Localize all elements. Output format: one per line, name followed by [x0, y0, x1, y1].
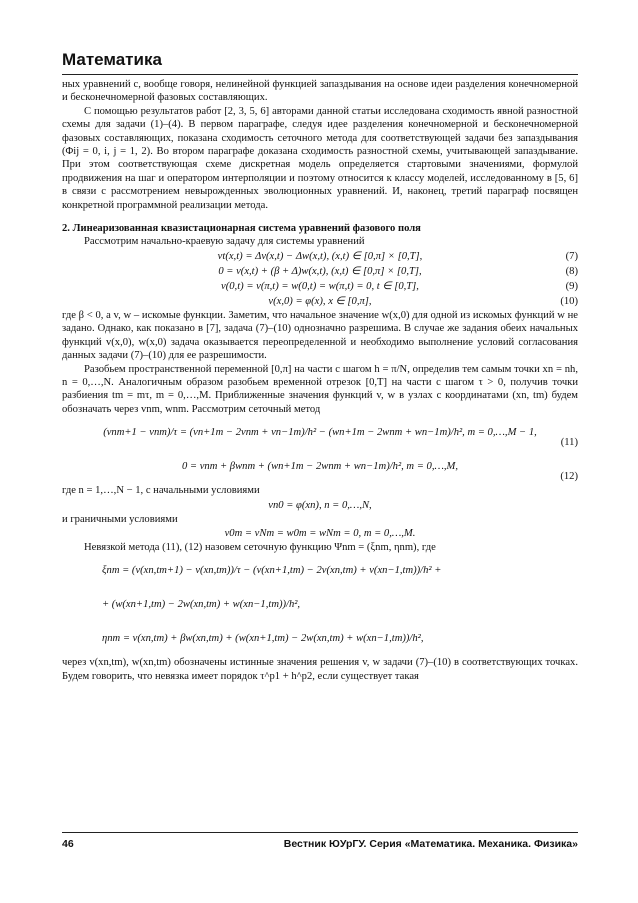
equation-text: vt(x,t) = Δv(x,t) − Δw(x,t), (x,t) ∈ [0,π] × [0,T],: [217, 250, 423, 262]
section-heading: 2. Линеаризованная квазистационарная система уравнений фазового поля: [62, 223, 421, 235]
equation-text: v(x,0) = φ(x), x ∈ [0,π],: [268, 295, 372, 307]
equation-xi-1: [62, 554, 578, 588]
equation-text: + (w(xn+1,tm) − 2w(xn,tm) + w(xn−1,tm))/h²,: [102, 599, 301, 611]
running-header: [62, 50, 578, 70]
footer-rule: [62, 832, 578, 833]
equation-initial: [62, 498, 578, 513]
equation-text: 0 = v(x,t) + (β + Δ)w(x,t), (x,t) ∈ [0,π] × [0,T],: [218, 265, 422, 277]
page-number: 46: [62, 838, 74, 850]
equation-12: [62, 450, 578, 484]
equation-text: vn0 = φ(xn), n = 0,…,N,: [268, 499, 372, 511]
paragraph: Разобьем пространственной переменной [0,π] на части с шагом h = π/N, определив тем самым точки xn = nh, n = 0,…,N. Аналогичным образом разобьем временной отрезок [0,T] на части с шагом τ > 0, получив точки разбиения tm = mτ, m = 0,…,M. Приближенные значения функций v, w в узлах с координатами (xn, tm) будем обозначать через vnm, wnm. Рассмотрим сеточный метод: [62, 363, 578, 415]
equation-text: v(0,t) = v(π,t) = w(0,t) = w(π,t) = 0, t ∈ [0,T],: [221, 280, 419, 292]
equation-text: v0m = vNm = w0m = wNm = 0, m = 0,…,M.: [224, 527, 416, 539]
equation-number: (7): [565, 250, 578, 262]
paragraph: ных уравнений с, вообще говоря, нелинейной функцией запаздывания на основе идеи разделения конечномерной и бесконечномерной фазовых составляющих.: [62, 79, 578, 104]
equation-7: [62, 249, 578, 264]
page-section-title: Математика: [62, 50, 162, 69]
paragraph: где β < 0, а v, w – искомые функции. Заметим, что начальное значение w(x,0) для одной из искомых функций w не задано. Однако, как показано в [7], задача (7)–(10) однозначно разрешима. В случае же задания обеих начальных функций v(x,0), w(x,0) задача оказывается переопределенной и необходимо выполнение условий согласования данных задачи (7)–(10) для ее разрешимости.: [62, 309, 578, 362]
equation-text: 0 = vnm + βwnm + (wn+1m − 2wnm + wn−1m)/h², m = 0,…,M,: [181, 461, 459, 473]
equation-number: (12): [560, 471, 578, 483]
paragraph: С помощью результатов работ [2, 3, 5, 6] авторами данной статьи исследована сходимость явной разностной схемы для задачи (1)–(4). В первом параграфе, следуя идее разделения конечномерной и бесконечномерной фазовых составляющих, показана сходимость сеточного метода для соответствующей задачи без запаздывания (Φij = 0, i, j = 1, 2). Во втором параграфе доказана сходимость разностной схемы, учитывающей запаздывание. При этом соответствующая схеме дискретная модель определяется стартовыми значениями, формулой продвижения на шаг и оператором интерполяции и поэтому относится к классу моделей, исследованному в [5, 6] в связи с рассмотрением невырожденных эволюционных уравнений. И, наконец, третий параграф посвящен конкретной программной реализации метода.: [62, 105, 578, 211]
equation-eta: [62, 622, 578, 656]
journal-name: Вестник ЮУрГУ. Серия «Математика. Механика. Физика»: [283, 838, 578, 850]
paragraph: где n = 1,…,N − 1, с начальными условиями: [62, 485, 260, 497]
equation-11: [62, 416, 578, 450]
equation-number: (11): [560, 437, 578, 449]
equation-boundary: [62, 526, 578, 541]
equation-text: ηnm = v(xn,tm) + βw(xn,tm) + (w(xn+1,tm) − 2w(xn,tm) + w(xn−1,tm))/h²,: [102, 633, 424, 645]
header-rule: [62, 74, 578, 75]
equation-8: [62, 264, 578, 279]
equation-number: (10): [560, 295, 578, 307]
equation-10: [62, 294, 578, 309]
equation-text: ξnm = (v(xn,tm+1) − v(xn,tm))/τ − (v(xn+1,tm) − 2v(xn,tm) + v(xn−1,tm))/h² +: [102, 565, 442, 577]
article-body: [62, 78, 578, 683]
equation-text: (vnm+1 − vnm)/τ = (vn+1m − 2vnm + vn−1m)/h² − (wn+1m − 2wnm + wn−1m)/h², m = 0,…,M − 1,: [103, 427, 537, 439]
running-footer: [62, 838, 578, 850]
equation-number: (9): [565, 280, 578, 292]
paragraph: и граничными условиями: [62, 513, 178, 525]
paragraph: через v(xn,tm), w(xn,tm) обозначены истинные значения решения v, w задачи (7)–(10) в соответствующих точках. Будем говорить, что невязка имеет порядок τ^p1 + h^p2, если существует такая: [62, 657, 578, 682]
equation-xi-2: [62, 588, 578, 622]
equation-number: (8): [565, 265, 578, 277]
paragraph: Невязкой метода (11), (12) назовем сеточную функцию Ψnm = (ξnm, ηnm), где: [84, 541, 436, 553]
equation-9: [62, 279, 578, 294]
paragraph: Рассмотрим начально-краевую задачу для системы уравнений: [84, 236, 365, 248]
